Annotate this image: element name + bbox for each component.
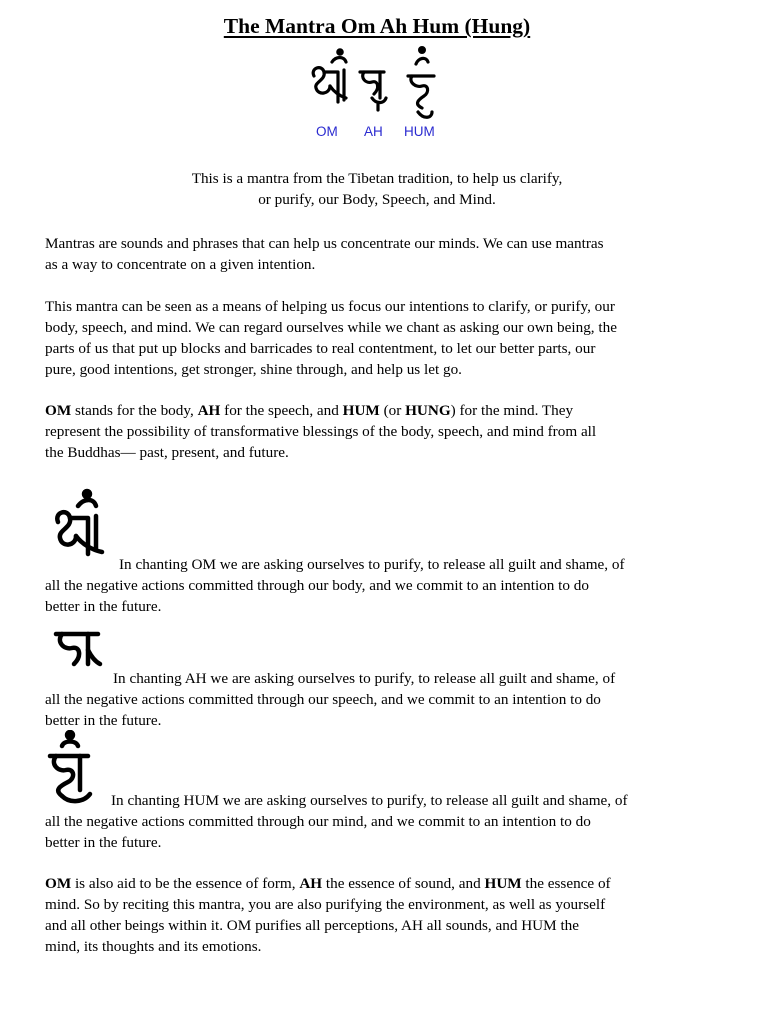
om-label: OM — [316, 124, 338, 139]
hum-bold: HUM — [484, 875, 522, 892]
intro-paragraph — [0, 168, 754, 210]
paragraph-mantras — [45, 233, 717, 275]
text-line: better in the future. — [45, 598, 162, 615]
text-line: In chanting OM we are asking ourselves to purify, to release all guilt and shame, of — [119, 556, 625, 573]
text-line: OM stands for the body, AH for the speech, and HUM (or HUNG) for the mind. They — [45, 402, 574, 419]
intro-line: This is a mantra from the Tibetan tradition, to help us clarify, — [191, 170, 563, 187]
text-line: parts of us that put up blocks and barricades to real contentment, to let our better parts, our — [45, 340, 596, 357]
text-line: represent the possibility of transformative blessings of the body, speech, and mind from all — [45, 423, 597, 440]
text-line: as a way to concentrate on a given intention. — [45, 256, 316, 273]
text-line: mind. So by reciting this mantra, you are also purifying the environment, as well as yourself — [45, 896, 606, 913]
chant-om-paragraph — [45, 554, 717, 617]
paragraph-meaning — [45, 400, 717, 463]
om-ah-hum-syllables-image — [300, 42, 450, 124]
page-title: The Mantra Om Ah Hum (Hung) — [223, 14, 531, 38]
text-line: This mantra can be seen as a means of helping us focus our intentions to clarify, or purify, our — [45, 298, 615, 315]
hum-label: HUM — [404, 124, 435, 139]
ah-bold: AH — [197, 402, 221, 419]
hum-bold: HUM — [342, 402, 380, 419]
om-bold: OM — [45, 402, 72, 419]
om-syllable-icon — [50, 488, 110, 562]
text-line: OM is also aid to be the essence of form, AH the essence of sound, and HUM the essence of — [45, 875, 611, 892]
text-line: mind, its thoughts and its emotions. — [45, 938, 262, 955]
text-line: Mantras are sounds and phrases that can help us concentrate our minds. We can use mantras — [45, 235, 604, 252]
paragraph-essence — [45, 873, 717, 957]
chant-hum-paragraph — [45, 790, 717, 853]
om-bold: OM — [45, 875, 72, 892]
ah-label: AH — [364, 124, 383, 139]
hung-bold: HUNG — [405, 402, 451, 419]
text-line: all the negative actions committed through our body, and we commit to an intention to do — [45, 577, 589, 594]
text-line: better in the future. — [45, 834, 162, 851]
text-line: all the negative actions committed through our mind, and we commit to an intention to do — [45, 813, 591, 830]
text-line: all the negative actions committed through our speech, and we commit to an intention to do — [45, 691, 601, 708]
text-line: the Buddhas— past, present, and future. — [45, 444, 289, 461]
text-line: and all other beings within it. OM purifies all perceptions, AH all sounds, and HUM the — [45, 917, 580, 934]
text-line: In chanting AH we are asking ourselves to purify, to release all guilt and shame, of — [113, 670, 616, 687]
text-line: better in the future. — [45, 712, 162, 729]
text-line: pure, good intentions, get stronger, shine through, and help us let go. — [45, 361, 462, 378]
ah-bold: AH — [299, 875, 323, 892]
paragraph-focus — [45, 296, 717, 380]
text-line: body, speech, and mind. We can regard ourselves while we chant as asking our own being, the — [45, 319, 617, 336]
text-line: In chanting HUM we are asking ourselves to purify, to release all guilt and shame, of — [111, 792, 628, 809]
intro-line: or purify, our Body, Speech, and Mind. — [258, 191, 496, 208]
ah-syllable-icon — [52, 628, 104, 670]
chant-ah-paragraph — [45, 668, 717, 731]
